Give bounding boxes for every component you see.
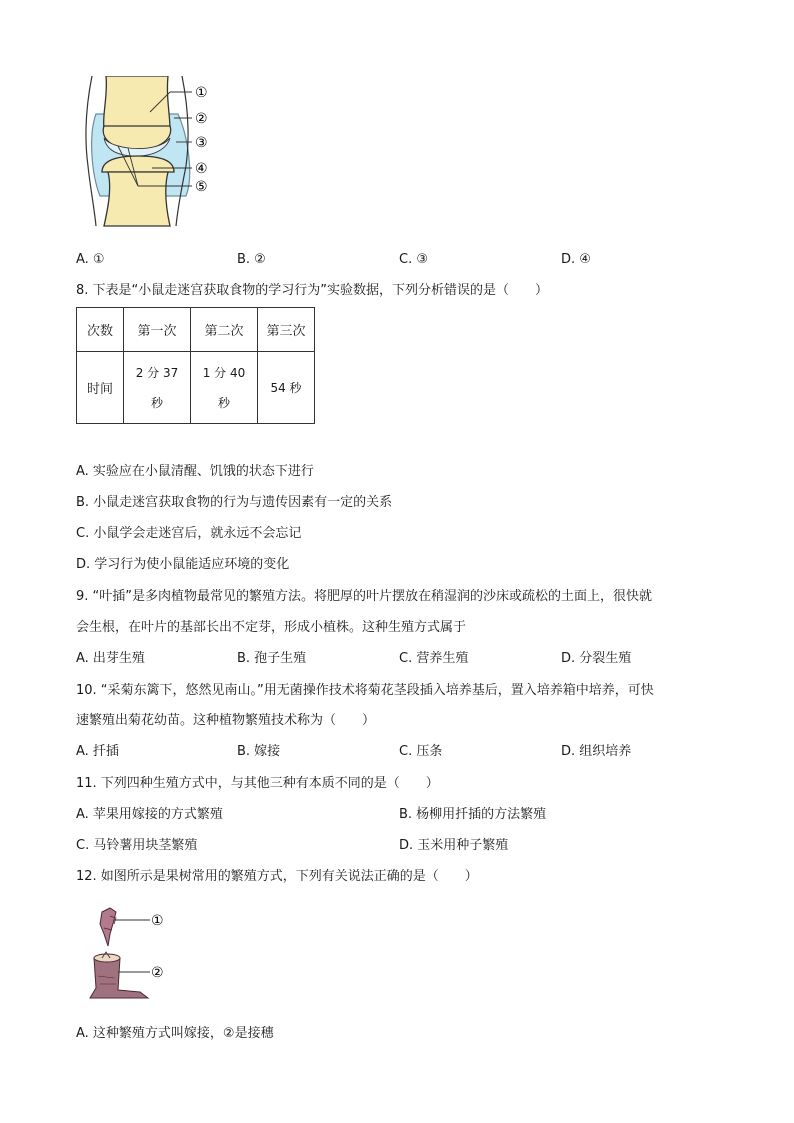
fig1-label-5: ⑤ xyxy=(195,179,208,195)
fig1-label-2: ② xyxy=(195,111,208,127)
table-header-cell: 次数 xyxy=(77,308,124,352)
q7-option-c: C. ③ xyxy=(399,252,428,267)
q8-data-table xyxy=(76,307,315,424)
q10-option-a: A. 扦插 xyxy=(76,744,119,759)
q10-option-b: B. 嫁接 xyxy=(237,744,281,759)
table-header-cell: 第一次 xyxy=(124,308,191,352)
q9-option-a: A. 出芽生殖 xyxy=(76,651,145,666)
q8-option-a: A. 实验应在小鼠清醒、饥饿的状态下进行 xyxy=(76,464,314,479)
q10-option-c: C. 压条 xyxy=(399,744,443,759)
q7-option-b: B. ② xyxy=(237,252,266,267)
q9-option-c: C. 营养生殖 xyxy=(399,651,469,666)
q8-stem: 8. 下表是“小鼠走迷宫获取食物的学习行为”实验数据，下列分析错误的是（ ） xyxy=(76,283,549,298)
q7-option-a: A. ① xyxy=(76,252,105,267)
table-cell: 2 分 37 秒 xyxy=(124,352,191,424)
q8-option-c: C. 小鼠学会走迷宫后，就永远不会忘记 xyxy=(76,526,302,541)
q10-option-d: D. 组织培养 xyxy=(561,744,632,759)
joint-figure xyxy=(78,76,228,228)
q12-stem: 12. 如图所示是果树常用的繁殖方式，下列有关说法正确的是（ ） xyxy=(76,869,478,884)
q11-option-a: A. 苹果用嫁接的方式繁殖 xyxy=(76,807,223,822)
q9-option-d: D. 分裂生殖 xyxy=(561,651,632,666)
q11-option-c: C. 马铃薯用块茎繁殖 xyxy=(76,838,198,853)
q11-option-b: B. 杨柳用扦插的方法繁殖 xyxy=(399,807,547,822)
q8-option-b: B. 小鼠走迷宫获取食物的行为与遗传因素有一定的关系 xyxy=(76,495,393,510)
q9-stem-line-2: 会生根，在叶片的基部长出不定芽，形成小植株。这种生殖方式属于 xyxy=(76,620,467,635)
q9-stem-line-1: 9. “叶插”是多肉植物最常见的繁殖方法。将肥厚的叶片摆放在稍湿润的沙床或疏松的土面上，很快就 xyxy=(76,589,653,604)
q12-option-a: A. 这种繁殖方式叫嫁接，②是接穗 xyxy=(76,1026,274,1041)
q10-stem-line-1: 10. “采菊东篱下，悠然见南山。”用无菌操作技术将菊花茎段插入培养基后，置入培养箱中培养，可快 xyxy=(76,683,654,698)
q9-option-b: B. 孢子生殖 xyxy=(237,651,307,666)
table-row-label: 时间 xyxy=(77,352,124,424)
fig2-label-1: ① xyxy=(151,913,164,929)
grafting-figure xyxy=(88,906,178,1000)
fig1-label-3: ③ xyxy=(195,135,208,151)
table-cell: 54 秒 xyxy=(258,352,315,424)
q10-stem-line-2: 速繁殖出菊花幼苗。这种植物繁殖技术称为（ ） xyxy=(76,713,376,728)
fig2-label-2: ② xyxy=(151,965,164,981)
q11-stem: 11. 下列四种生殖方式中，与其他三种有本质不同的是（ ） xyxy=(76,776,439,791)
fig1-label-1: ① xyxy=(195,85,208,101)
table-header-cell: 第三次 xyxy=(258,308,315,352)
table-cell: 1 分 40 秒 xyxy=(191,352,258,424)
q11-option-d: D. 玉米用种子繁殖 xyxy=(399,838,509,853)
q8-option-d: D. 学习行为使小鼠能适应环境的变化 xyxy=(76,557,290,572)
q7-option-d: D. ④ xyxy=(561,252,591,267)
table-header-cell: 第二次 xyxy=(191,308,258,352)
fig1-label-4: ④ xyxy=(195,161,208,177)
